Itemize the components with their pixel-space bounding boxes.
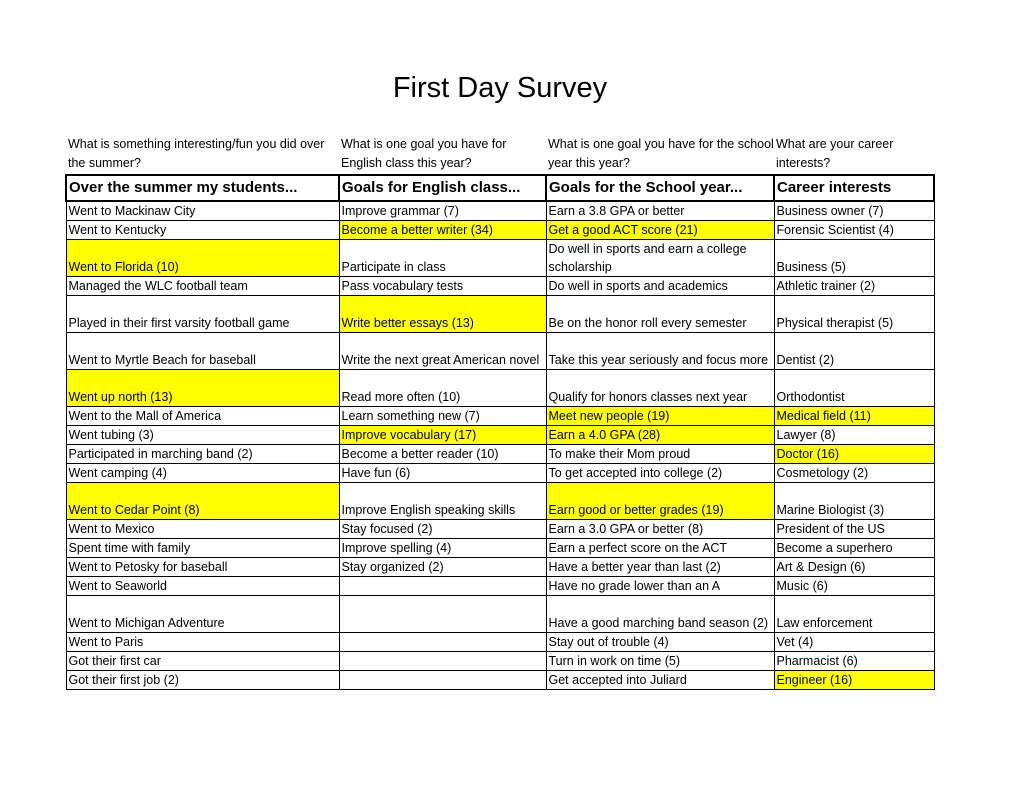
- cell-english-goal: Read more often (10): [339, 370, 546, 407]
- cell-school-goal: Stay out of trouble (4): [546, 633, 774, 652]
- cell-school-goal: Earn a 3.8 GPA or better: [546, 201, 774, 221]
- cell-english-goal: [339, 652, 546, 671]
- cell-career: Athletic trainer (2): [774, 277, 934, 296]
- survey-questions: [66, 135, 934, 173]
- cell-summer: Went to Mexico: [66, 520, 339, 539]
- cell-career: Business owner (7): [774, 201, 934, 221]
- cell-summer: Went camping (4): [66, 464, 339, 483]
- cell-english-goal: Improve spelling (4): [339, 539, 546, 558]
- cell-school-goal: Earn a 3.0 GPA or better (8): [546, 520, 774, 539]
- question-school-goal: What is one goal you have for the school year this year?: [548, 137, 774, 170]
- cell-summer: Went to Mackinaw City: [66, 201, 339, 221]
- cell-school-goal: Earn a 4.0 GPA (28): [546, 426, 774, 445]
- cell-english-goal: Write better essays (13): [339, 296, 546, 333]
- cell-summer: Managed the WLC football team: [66, 277, 339, 296]
- table-row: [66, 240, 934, 277]
- cell-english-goal: Become a better writer (34): [339, 221, 546, 240]
- cell-english-goal: Pass vocabulary tests: [339, 277, 546, 296]
- cell-english-goal: [339, 671, 546, 690]
- table-row: [66, 370, 934, 407]
- cell-career: Cosmetology (2): [774, 464, 934, 483]
- cell-english-goal: Participate in class: [339, 240, 546, 277]
- cell-summer: Went tubing (3): [66, 426, 339, 445]
- cell-career: Forensic Scientist (4): [774, 221, 934, 240]
- cell-career: President of the US: [774, 520, 934, 539]
- cell-school-goal: Turn in work on time (5): [546, 652, 774, 671]
- cell-career: Engineer (16): [774, 671, 934, 690]
- cell-summer: Went to Seaworld: [66, 577, 339, 596]
- cell-school-goal: Be on the honor roll every semester: [546, 296, 774, 333]
- header-english-goals: Goals for English class...: [339, 175, 546, 201]
- cell-english-goal: Become a better reader (10): [339, 445, 546, 464]
- table-row: [66, 333, 934, 370]
- question-english-goal: What is one goal you have for English class this year?: [341, 137, 507, 170]
- cell-english-goal: Write the next great American novel: [339, 333, 546, 370]
- cell-career: Become a superhero: [774, 539, 934, 558]
- table-row: [66, 296, 934, 333]
- table-row: [66, 221, 934, 240]
- cell-school-goal: Have a good marching band season (2): [546, 596, 774, 633]
- table-row: [66, 539, 934, 558]
- cell-english-goal: Stay organized (2): [339, 558, 546, 577]
- cell-english-goal: [339, 577, 546, 596]
- cell-school-goal: To get accepted into college (2): [546, 464, 774, 483]
- cell-summer: Played in their first varsity football game: [66, 296, 339, 333]
- table-row: [66, 558, 934, 577]
- cell-school-goal: Get accepted into Juliard: [546, 671, 774, 690]
- table-row: [66, 407, 934, 426]
- cell-career: Art & Design (6): [774, 558, 934, 577]
- cell-school-goal: Earn a perfect score on the ACT: [546, 539, 774, 558]
- cell-summer: Went to the Mall of America: [66, 407, 339, 426]
- table-row: [66, 577, 934, 596]
- cell-summer: Went to Cedar Point (8): [66, 483, 339, 520]
- cell-summer: Went up north (13): [66, 370, 339, 407]
- table-row: [66, 464, 934, 483]
- cell-summer: Got their first car: [66, 652, 339, 671]
- header-career: Career interests: [774, 175, 934, 201]
- question-career: What are your career interests?: [776, 137, 894, 170]
- survey-table-body: [66, 201, 934, 690]
- cell-summer: Got their first job (2): [66, 671, 339, 690]
- cell-english-goal: [339, 633, 546, 652]
- cell-school-goal: Have a better year than last (2): [546, 558, 774, 577]
- table-row: [66, 201, 934, 221]
- cell-career: Marine Biologist (3): [774, 483, 934, 520]
- table-row: [66, 277, 934, 296]
- cell-summer: Went to Florida (10): [66, 240, 339, 277]
- cell-summer: Went to Kentucky: [66, 221, 339, 240]
- cell-career: Doctor (16): [774, 445, 934, 464]
- cell-summer: Went to Paris: [66, 633, 339, 652]
- cell-summer: Went to Myrtle Beach for baseball: [66, 333, 339, 370]
- cell-english-goal: Stay focused (2): [339, 520, 546, 539]
- cell-career: Orthodontist: [774, 370, 934, 407]
- cell-career: Business (5): [774, 240, 934, 277]
- cell-career: Law enforcement: [774, 596, 934, 633]
- cell-english-goal: Have fun (6): [339, 464, 546, 483]
- cell-english-goal: [339, 596, 546, 633]
- header-school-goals: Goals for the School year...: [546, 175, 774, 201]
- table-row: [66, 426, 934, 445]
- cell-summer: Went to Michigan Adventure: [66, 596, 339, 633]
- table-row: [66, 483, 934, 520]
- cell-english-goal: Improve grammar (7): [339, 201, 546, 221]
- cell-summer: Went to Petosky for baseball: [66, 558, 339, 577]
- page-title: First Day Survey: [392, 72, 608, 104]
- table-row: [66, 445, 934, 464]
- cell-summer: Spent time with family: [66, 539, 339, 558]
- table-row: [66, 520, 934, 539]
- cell-career: Pharmacist (6): [774, 652, 934, 671]
- table-row: [66, 633, 934, 652]
- cell-school-goal: Meet new people (19): [546, 407, 774, 426]
- cell-school-goal: Get a good ACT score (21): [546, 221, 774, 240]
- cell-school-goal: Have no grade lower than an A: [546, 577, 774, 596]
- cell-career: Dentist (2): [774, 333, 934, 370]
- cell-school-goal: Do well in sports and earn a college scholarship: [546, 240, 774, 277]
- cell-career: Vet (4): [774, 633, 934, 652]
- cell-school-goal: Take this year seriously and focus more: [546, 333, 774, 370]
- cell-english-goal: Improve vocabulary (17): [339, 426, 546, 445]
- cell-school-goal: Do well in sports and academics: [546, 277, 774, 296]
- cell-school-goal: Earn good or better grades (19): [546, 483, 774, 520]
- table-row: [66, 671, 934, 690]
- cell-career: Music (6): [774, 577, 934, 596]
- survey-table: [65, 174, 935, 690]
- question-summer: What is something interesting/fun you did over the summer?: [68, 137, 325, 170]
- cell-career: Medical field (11): [774, 407, 934, 426]
- cell-career: Lawyer (8): [774, 426, 934, 445]
- table-row: [66, 596, 934, 633]
- cell-summer: Participated in marching band (2): [66, 445, 339, 464]
- cell-career: Physical therapist (5): [774, 296, 934, 333]
- header-summer: Over the summer my students...: [66, 175, 339, 201]
- cell-english-goal: Improve English speaking skills: [339, 483, 546, 520]
- table-row: [66, 652, 934, 671]
- cell-school-goal: Qualify for honors classes next year: [546, 370, 774, 407]
- cell-english-goal: Learn something new (7): [339, 407, 546, 426]
- cell-school-goal: To make their Mom proud: [546, 445, 774, 464]
- header-row: [66, 175, 934, 201]
